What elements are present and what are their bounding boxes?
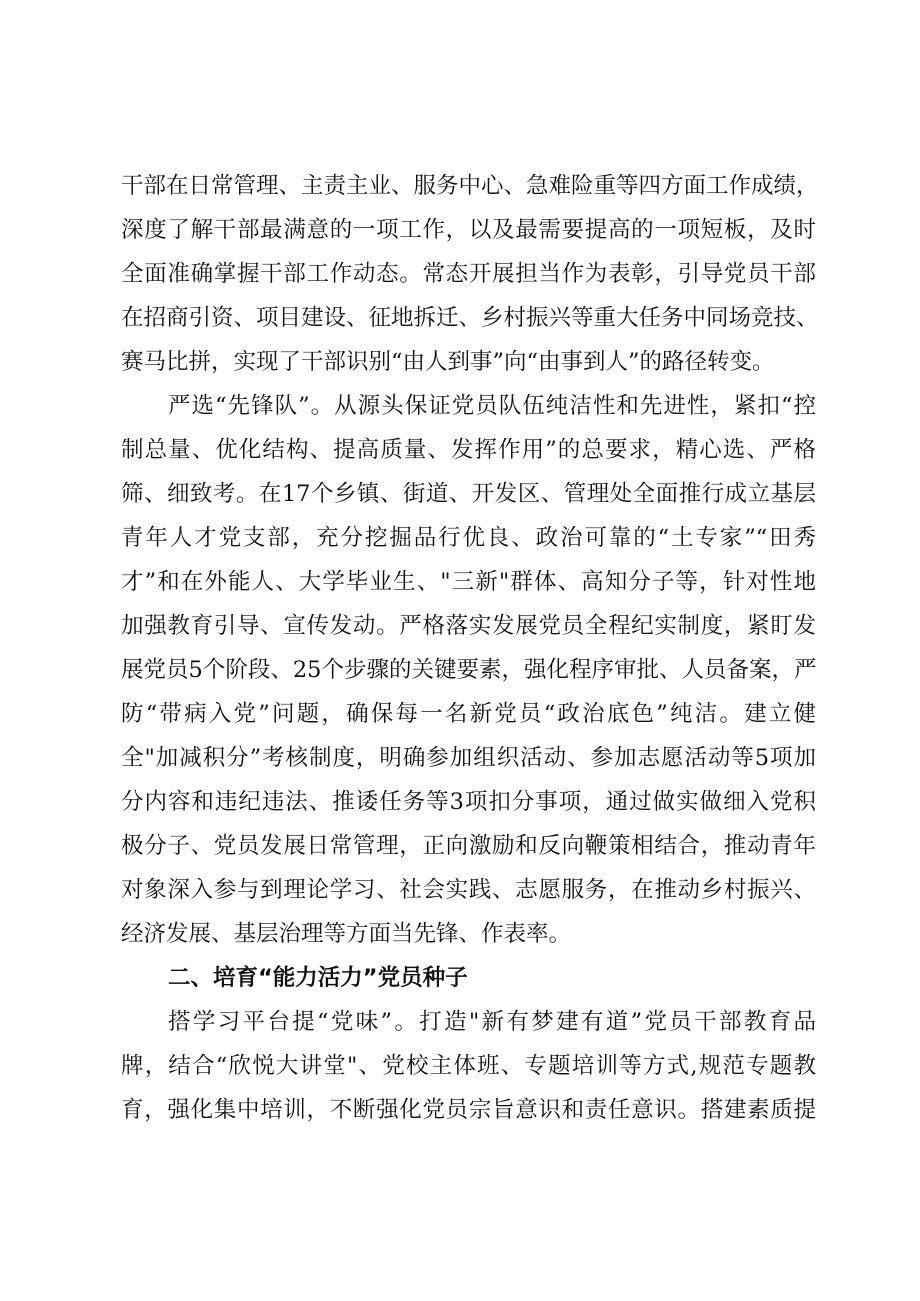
paragraph2-line: 展党员5个阶段、25个步骤的关键要素，强化程序审批、人员备案，严: [121, 657, 817, 683]
paragraph2-line: 全"加减积分”考核制度，明确参加组织活动、参加志愿活动等5项加: [121, 745, 816, 771]
section-heading: 二、培育“能力活力”党员种子: [168, 965, 468, 991]
paragraph3-line: 育，强化集中培训，不断强化党员宗旨意识和责任意识。搭建素质提: [121, 1097, 816, 1123]
paragraph1-line: 在招商引资、项目建设、征地拆迁、乡村振兴等重大任务中同场竞技、: [121, 305, 819, 331]
paragraph2-line: 制总量、优化结构、提高质量、发挥作用”的总要求，精心选、严格: [121, 437, 816, 463]
paragraph1-line: 赛马比拼，实现了干部识别“由人到事”向“由事到人”的路径转变。: [121, 349, 775, 375]
paragraph1-line: 深度了解干部最满意的一项工作，以及最需要提高的一项短板，及时: [121, 217, 816, 243]
paragraph2-line: 极分子、党员发展日常管理，正向激励和反向鞭策相结合，推动青年: [121, 833, 816, 859]
paragraph2-line: 对象深入参与到理论学习、社会实践、志愿服务，在推动乡村振兴、: [121, 877, 816, 903]
paragraph1-line: 干部在日常管理、主责主业、服务中心、急难险重等四方面工作成绩，: [121, 173, 819, 199]
paragraph1-line: 全面准确掌握干部工作动态。常态开展担当作为表彰，引导党员干部: [121, 261, 816, 287]
paragraph2-line: 青年人才党支部，充分挖掘品行优良、政治可靠的“土专家”“田秀: [121, 525, 816, 551]
paragraph2-line: 才”和在外能人、大学毕业生、"三新"群体、高知分子等，针对性地: [121, 569, 816, 595]
paragraph2-line: 防“带病入党”问题，确保每一名新党员“政治底色”纯洁。建立健: [121, 701, 816, 727]
paragraph2-line: 经济发展、基层治理等方面当先锋、作表率。: [121, 921, 572, 947]
paragraph3-line: 牌，结合“欣悦大讲堂"、党校主体班、专题培训等方式,规范专题教: [121, 1053, 816, 1079]
paragraph2-line: 加强教育引导、宣传发动。严格落实发展党员全程纪实制度，紧盯发: [121, 613, 816, 639]
paragraph2-line: 分内容和违纪违法、推诿任务等3项扣分事项，通过做实做细入党积: [121, 789, 816, 815]
paragraph3-line: 搭学习平台提“党味”。打造"新有梦建有道”党员干部教育品: [168, 1009, 816, 1035]
paragraph2-line: 筛、细致考。在17个乡镇、街道、开发区、管理处全面推行成立基层: [121, 481, 816, 507]
paragraph2-line: 严选“先锋队”。从源头保证党员队伍纯洁性和先进性，紧扣“控: [168, 393, 816, 419]
